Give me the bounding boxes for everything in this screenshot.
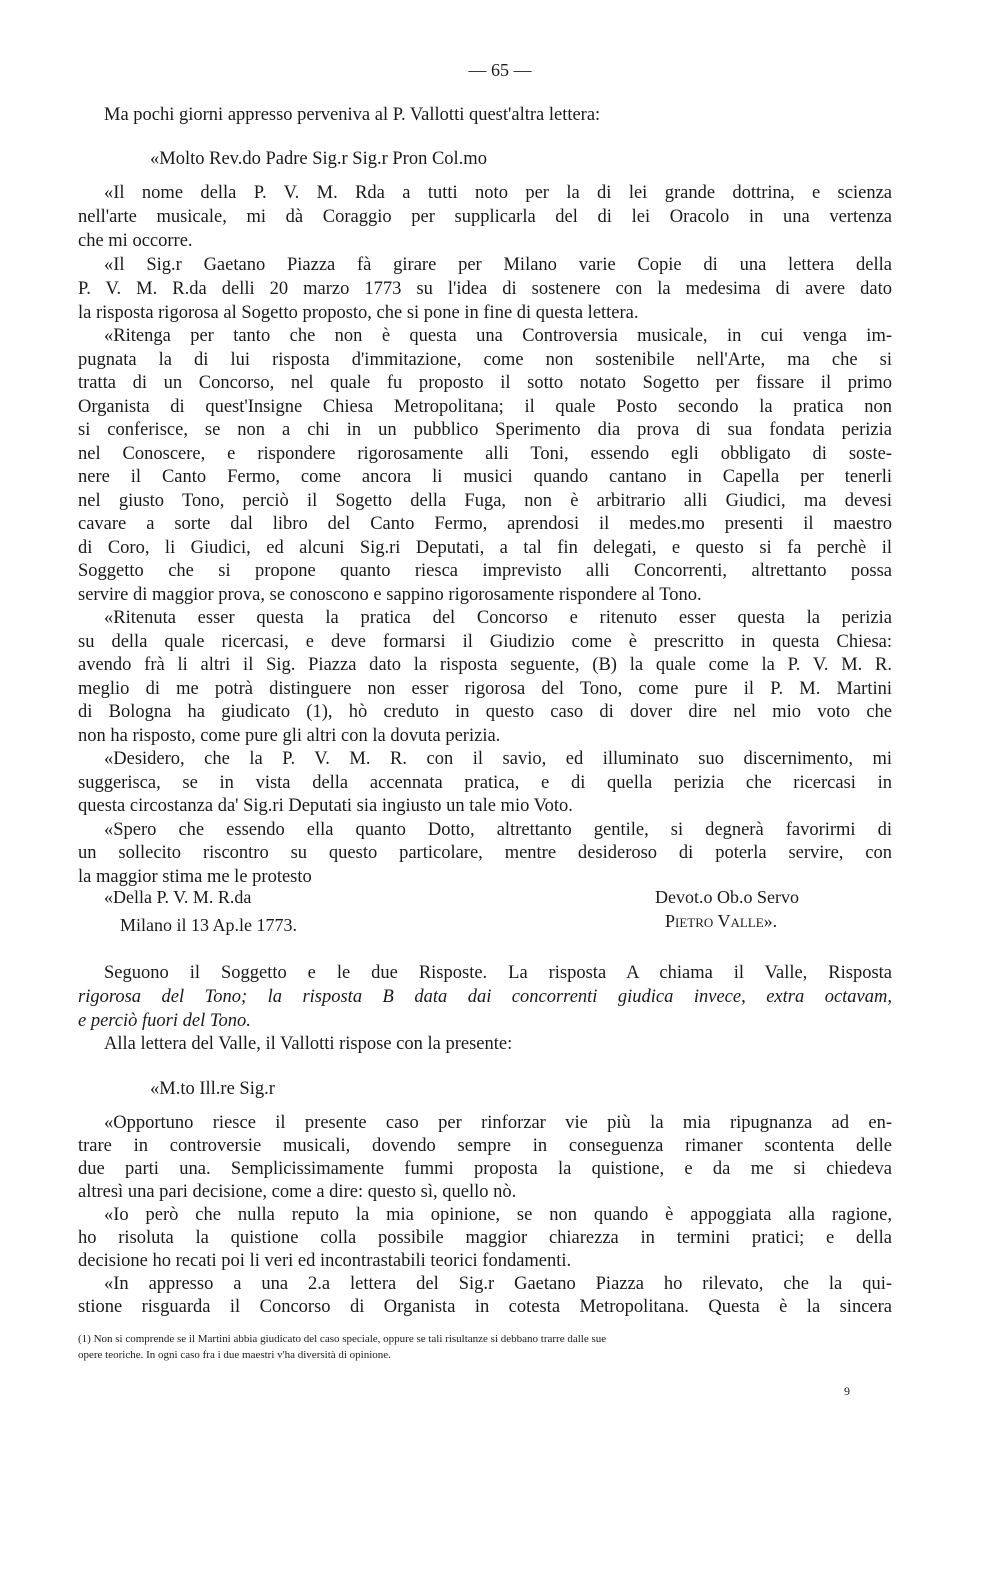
text-line: due parti una. Semplicissimamente fummi proposta la quistione, e da me si chiedeva (78, 1159, 892, 1179)
text-line: altresì una pari decisione, come a dire: questo sì, quello nò. (78, 1182, 517, 1202)
text-line: Organista di quest'Insigne Chiesa Metropolitana; il quale Posto secondo la pratica non (78, 397, 892, 417)
footnote-line: opere teoriche. In ogni caso fra i due maestri v'ha diversità di opinione. (78, 1349, 391, 1361)
text-line: trare in controversie musicali, dovendo sempre in conseguenza rimaner scontenta delle (78, 1136, 892, 1156)
text-line: «Io però che nulla reputo la mia opinione, se non quando è appoggiata alla ragione, (104, 1205, 892, 1225)
text-line: servire di maggior prova, se conoscono e sappino rigorosamente rispondere al Tono. (78, 585, 702, 605)
text-line: Ma pochi giorni appresso perveniva al P. Vallotti quest'altra lettera: (104, 105, 601, 125)
text-line: stione risguarda il Concorso di Organista in cotesta Metropolitana. Questa è la sincera (78, 1297, 892, 1317)
text-line: e perciò fuori del Tono. (78, 1011, 251, 1031)
text-line: Soggetto che si propone quanto riesca imprevisto alli Concorrenti, altrettanto possa (78, 561, 892, 581)
footnote-line: (1) Non si comprende se il Martini abbia giudicato del caso speciale, oppure se tali risultanze si debbano trarre dalle sue (78, 1333, 607, 1345)
text-line: tratta di un Concorso, nel quale fu proposto il sotto notato Sogetto per fissare il primo (78, 373, 892, 393)
text-line: nell'arte musicale, mi dà Coraggio per supplicarla del di lei Oracolo in una vertenza (78, 207, 892, 227)
date-line: Milano il 13 Ap.le 1773. (120, 915, 297, 935)
text-line: rigorosa del Tono; la risposta B data dai concorrenti giudica invece, extra octavam, (78, 987, 892, 1007)
closing-line: Devot.o Ob.o Servo (655, 887, 799, 907)
text-line: nel Conoscere, e rispondere rigorosamente alli Toni, essendo egli obbligato di soste- (78, 444, 892, 464)
text-line: pugnata la di lui risposta d'immitazione, come non sostenibile nell'Arte, ma che si (78, 350, 892, 370)
text-line: ho risoluta la quistione colla possibile maggior chiarezza in termini pratici; e della (78, 1228, 892, 1248)
text-line: «Il nome della P. V. M. Rda a tutti noto per la di lei grande dottrina, e scienza (104, 183, 892, 203)
text-line: Seguono il Soggetto e le due Risposte. La risposta A chiama il Valle, Risposta (104, 963, 892, 983)
text-line: decisione ho recati poi li veri ed incontrastabili teorici fondamenti. (78, 1251, 572, 1271)
text-line: nere il Canto Fermo, come ancora li musici quando cantano in Capella per tenerli (78, 467, 892, 487)
text-line: cavare a sorte dal libro del Canto Fermo, aprendosi il medes.mo presenti il maestro (78, 514, 892, 534)
text-line: «In appresso a una 2.a lettera del Sig.r Gaetano Piazza ho rilevato, che la qui- (104, 1274, 892, 1294)
text-line: Alla lettera del Valle, il Vallotti rispose con la presente: (104, 1034, 513, 1054)
text-line: che mi occorre. (78, 231, 193, 251)
text-line: la maggior stima me le protesto (78, 867, 312, 887)
text-line: meglio di me potrà distinguere non esser rigorosa del Tono, come pure il P. M. Martini (78, 679, 892, 699)
salutation-line: «Della P. V. M. R.da (104, 887, 252, 907)
text-line: la risposta rigorosa al Sogetto proposto, che si pone in fine di questa lettera. (78, 303, 639, 323)
text-line: di Bologna ha giudicato (1), hò creduto in questo caso di dover dire nel mio voto che (78, 702, 892, 722)
text-line: «Ritenuta esser questa la pratica del Concorso e ritenuto esser questa la perizia (104, 608, 892, 628)
text-line: un sollecito riscontro su questo particolare, mentre desideroso di poterla servire, con (78, 843, 892, 863)
sheet-number: 9 (844, 1384, 850, 1398)
text-line: «Il Sig.r Gaetano Piazza fà girare per Milano varie Copie di una lettera della (104, 255, 892, 275)
signature-name: Pietro Valle». (665, 911, 778, 931)
text-line: di Coro, li Giudici, ed alcuni Sig.ri Deputati, a tal fin delegati, e questo si fa perchè il (78, 538, 892, 558)
text-line: «Desidero, che la P. V. M. R. con il savio, ed illuminato suo discernimento, mi (104, 749, 892, 769)
text-line: questa circostanza da' Sig.ri Deputati sia ingiusto un tale mio Voto. (78, 796, 573, 816)
text-line: si conferisce, se non a chi in un pubblico Sperimento dia prova di sua fondata perizia (78, 420, 892, 440)
text-line: nel giusto Tono, perciò il Sogetto della Fuga, non è arbitrario alli Giudici, ma devesi (78, 491, 892, 511)
text-line: «M.to Ill.re Sig.r (150, 1079, 275, 1099)
text-line: non ha risposto, come pure gli altri con la dovuta perizia. (78, 726, 501, 746)
text-line: «Spero che essendo ella quanto Dotto, altrettanto gentile, si degnerà favorirmi di (104, 820, 892, 840)
text-line: «Molto Rev.do Padre Sig.r Sig.r Pron Col.mo (150, 149, 487, 169)
text-line: suggerisca, se in vista della accennata pratica, e di quella perizia che ricercasi in (78, 773, 892, 793)
text-line: su della quale ricercasi, e deve formarsi il Giudizio come è prescritto in questa Chiesa: (78, 632, 892, 652)
text-line: P. V. M. R.da delli 20 marzo 1773 su l'idea di sostenere con la medesima di avere dato (78, 279, 892, 299)
page-number: — 65 — (468, 60, 532, 80)
text-line: «Opportuno riesce il presente caso per rinforzar vie più la mia ripugnanza ad en- (104, 1113, 892, 1133)
text-line: avendo frà li altri il Sig. Piazza dato la risposta seguente, (B) la quale come la P. V. M. R. (78, 655, 892, 675)
text-line: «Ritenga per tanto che non è questa una Controversia musicale, in cui venga im- (104, 326, 892, 346)
